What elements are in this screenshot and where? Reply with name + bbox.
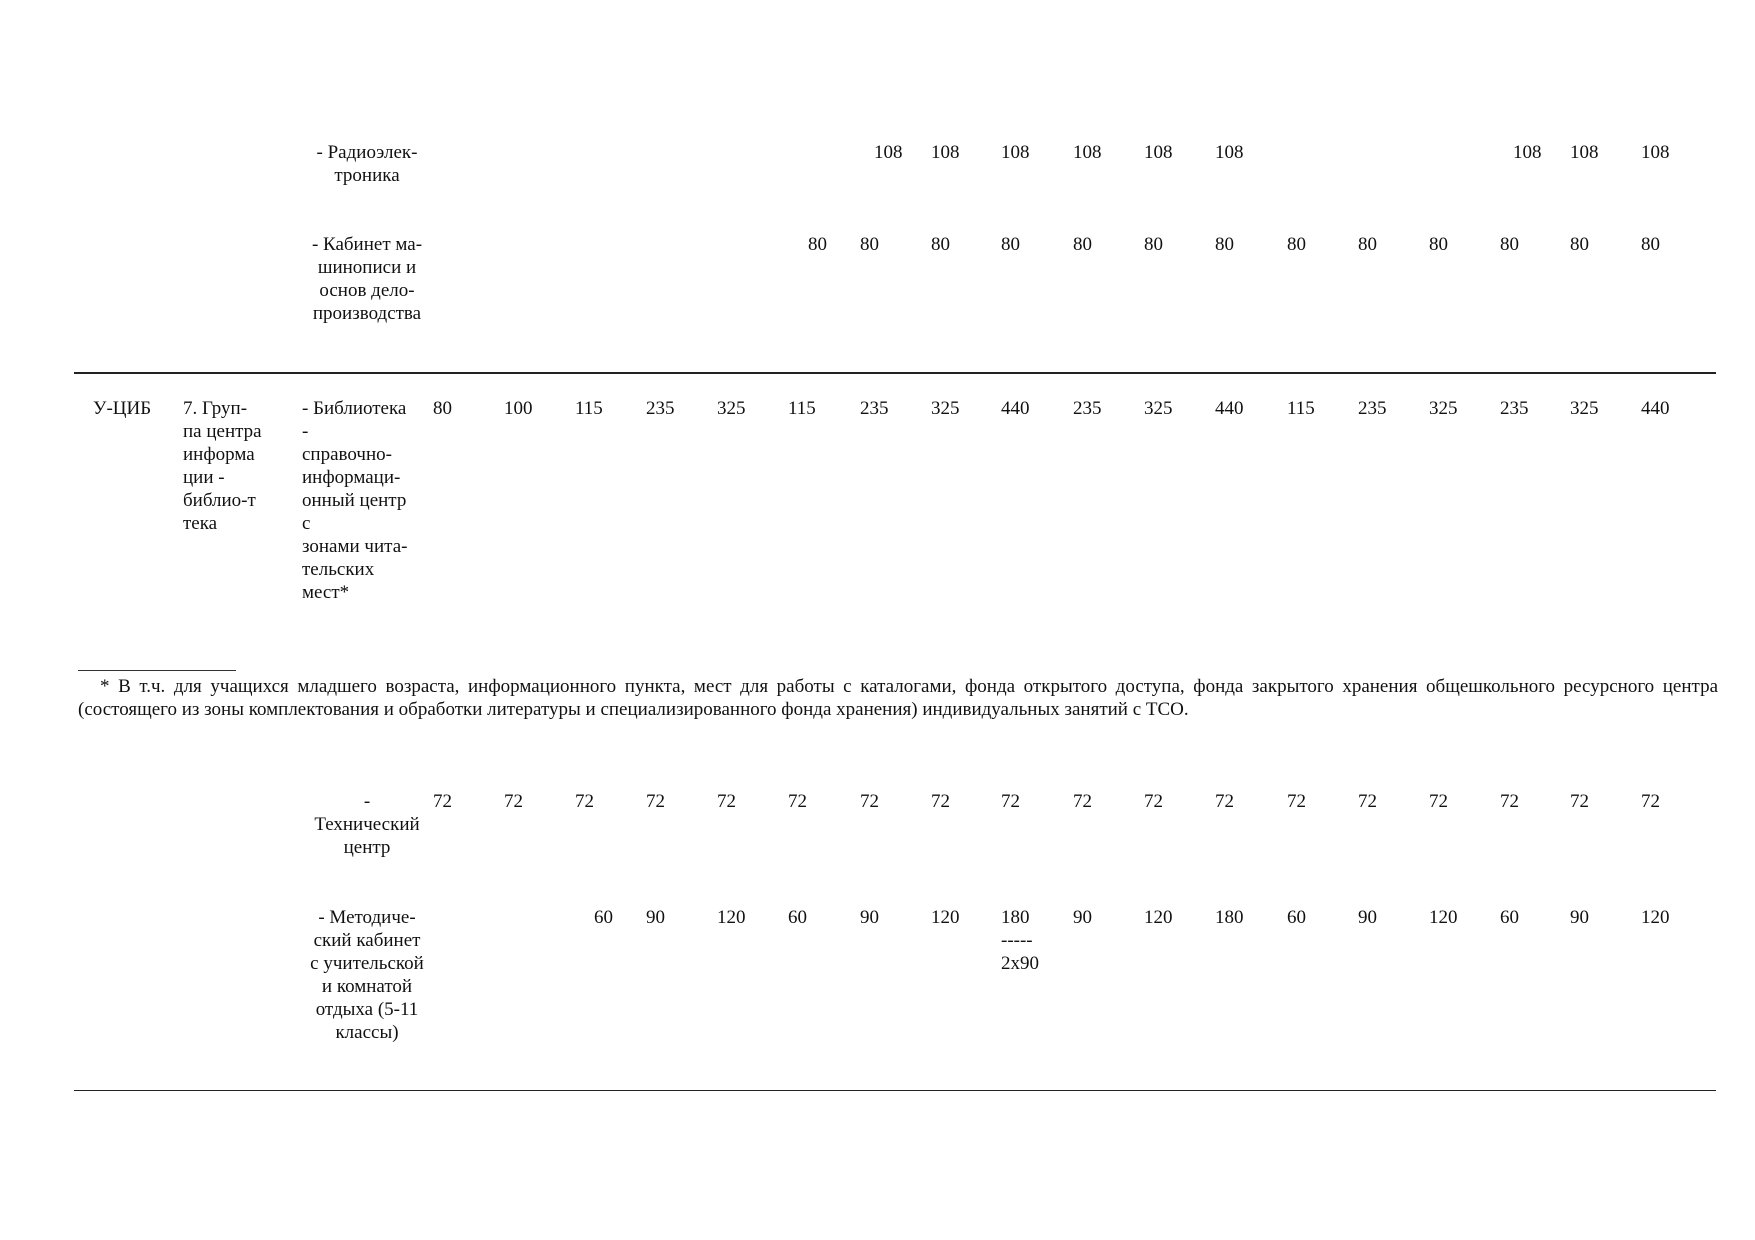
footnote-separator <box>78 670 236 671</box>
table-cell: 72 <box>1144 791 1163 812</box>
table-cell: 108 <box>1513 142 1542 163</box>
table-cell: 108 <box>1641 142 1670 163</box>
table-cell: 108 <box>1073 142 1102 163</box>
table-cell: 72 <box>931 791 950 812</box>
table-cell: 72 <box>717 791 736 812</box>
table-cell: 235 <box>646 398 675 419</box>
table-cell: 235 <box>1358 398 1387 419</box>
table-cell: 108 <box>1215 142 1244 163</box>
table-cell: 325 <box>931 398 960 419</box>
table-cell: 325 <box>1144 398 1173 419</box>
table-cell: 72 <box>504 791 523 812</box>
table-cell: 72 <box>788 791 807 812</box>
table-cell: 72 <box>1429 791 1448 812</box>
row-label: - Технический центр <box>314 791 420 858</box>
table-cell: 90 <box>1570 907 1589 928</box>
table-cell: 108 <box>1001 142 1030 163</box>
table-cell: 235 <box>1073 398 1102 419</box>
table-cell: 235 <box>860 398 889 419</box>
table-cell: 120 <box>717 907 746 928</box>
footnote-text: * В т.ч. для учащихся младшего возраста, информационного пункта, мест для работы с каталогами, фонда открытого доступа, фонда закрытого хранения общешкольного ресурсного центра (состоящего из зоны комплектования и обработки литературы и специализированного фонда хранения) индивидуальных занятий с ТСО. <box>78 676 1718 720</box>
row-code: У-ЦИБ <box>93 398 152 419</box>
table-cell: 80 <box>433 398 452 419</box>
table-cell: 80 <box>1073 234 1092 255</box>
table-cell: 80 <box>808 234 827 255</box>
table-cell: 72 <box>1570 791 1589 812</box>
footnote <box>78 675 1718 721</box>
row-label: - Радиоэлек- троника <box>316 142 418 186</box>
table-cell: 72 <box>1001 791 1020 812</box>
table-cell: 325 <box>717 398 746 419</box>
table-cell: 80 <box>1287 234 1306 255</box>
row-label: - Библиотека - справочно- информаци- онный центр с зонами чита- тельских мест* <box>302 398 408 603</box>
table-cell: 72 <box>1073 791 1092 812</box>
table-cell: 90 <box>1358 907 1377 928</box>
table-cell: 72 <box>1641 791 1660 812</box>
table-cell: 80 <box>1001 234 1020 255</box>
table-cell: 72 <box>646 791 665 812</box>
table-cell: 120 <box>931 907 960 928</box>
table-cell: 72 <box>575 791 594 812</box>
table-cell: 325 <box>1570 398 1599 419</box>
table-cell: 60 <box>594 907 613 928</box>
table-cell: 440 <box>1215 398 1244 419</box>
table-cell: 115 <box>1287 398 1315 419</box>
table-cell: 100 <box>504 398 533 419</box>
table-cell: 80 <box>1144 234 1163 255</box>
table-cell: 90 <box>646 907 665 928</box>
table-cell: 440 <box>1641 398 1670 419</box>
table-cell: 115 <box>575 398 603 419</box>
table-cell: 60 <box>1287 907 1306 928</box>
table-cell: 60 <box>788 907 807 928</box>
table-cell: 60 <box>1500 907 1519 928</box>
table-cell: 90 <box>860 907 879 928</box>
table-cell: 80 <box>1570 234 1589 255</box>
table-cell: 120 <box>1429 907 1458 928</box>
table-cell: 80 <box>931 234 950 255</box>
table-cell: 80 <box>1429 234 1448 255</box>
table-cell: 120 <box>1144 907 1173 928</box>
row-label: - Методиче- ский кабинет с учительской и комнатой отдыха (5-11 классы) <box>310 907 424 1043</box>
table-cell: 90 <box>1073 907 1092 928</box>
table-cell: 72 <box>1287 791 1306 812</box>
table-cell: 72 <box>433 791 452 812</box>
table-cell: 108 <box>931 142 960 163</box>
table-divider <box>74 1090 1716 1091</box>
table-cell: 80 <box>1358 234 1377 255</box>
table-cell: 108 <box>1144 142 1173 163</box>
table-cell: 80 <box>1641 234 1660 255</box>
row-label: - Кабинет ма- шинописи и основ дело- производства <box>311 234 423 324</box>
table-cell: 72 <box>860 791 879 812</box>
table-cell: 80 <box>1500 234 1519 255</box>
table-cell: 440 <box>1001 398 1030 419</box>
table-cell: 235 <box>1500 398 1529 419</box>
table-cell: 325 <box>1429 398 1458 419</box>
table-cell: 180 <box>1215 907 1244 928</box>
table-cell: 120 <box>1641 907 1670 928</box>
table-cell: 180 ----- 2х90 <box>1001 907 1039 974</box>
table-cell: 80 <box>860 234 879 255</box>
table-cell: 72 <box>1215 791 1234 812</box>
table-cell: 108 <box>874 142 903 163</box>
row-group: 7. Груп- па центра информа ции - библио-т тека <box>183 398 262 534</box>
table-cell: 115 <box>788 398 816 419</box>
table-cell: 80 <box>1215 234 1234 255</box>
table-divider <box>74 372 1716 374</box>
table-cell: 108 <box>1570 142 1599 163</box>
table-cell: 72 <box>1500 791 1519 812</box>
table-cell: 72 <box>1358 791 1377 812</box>
